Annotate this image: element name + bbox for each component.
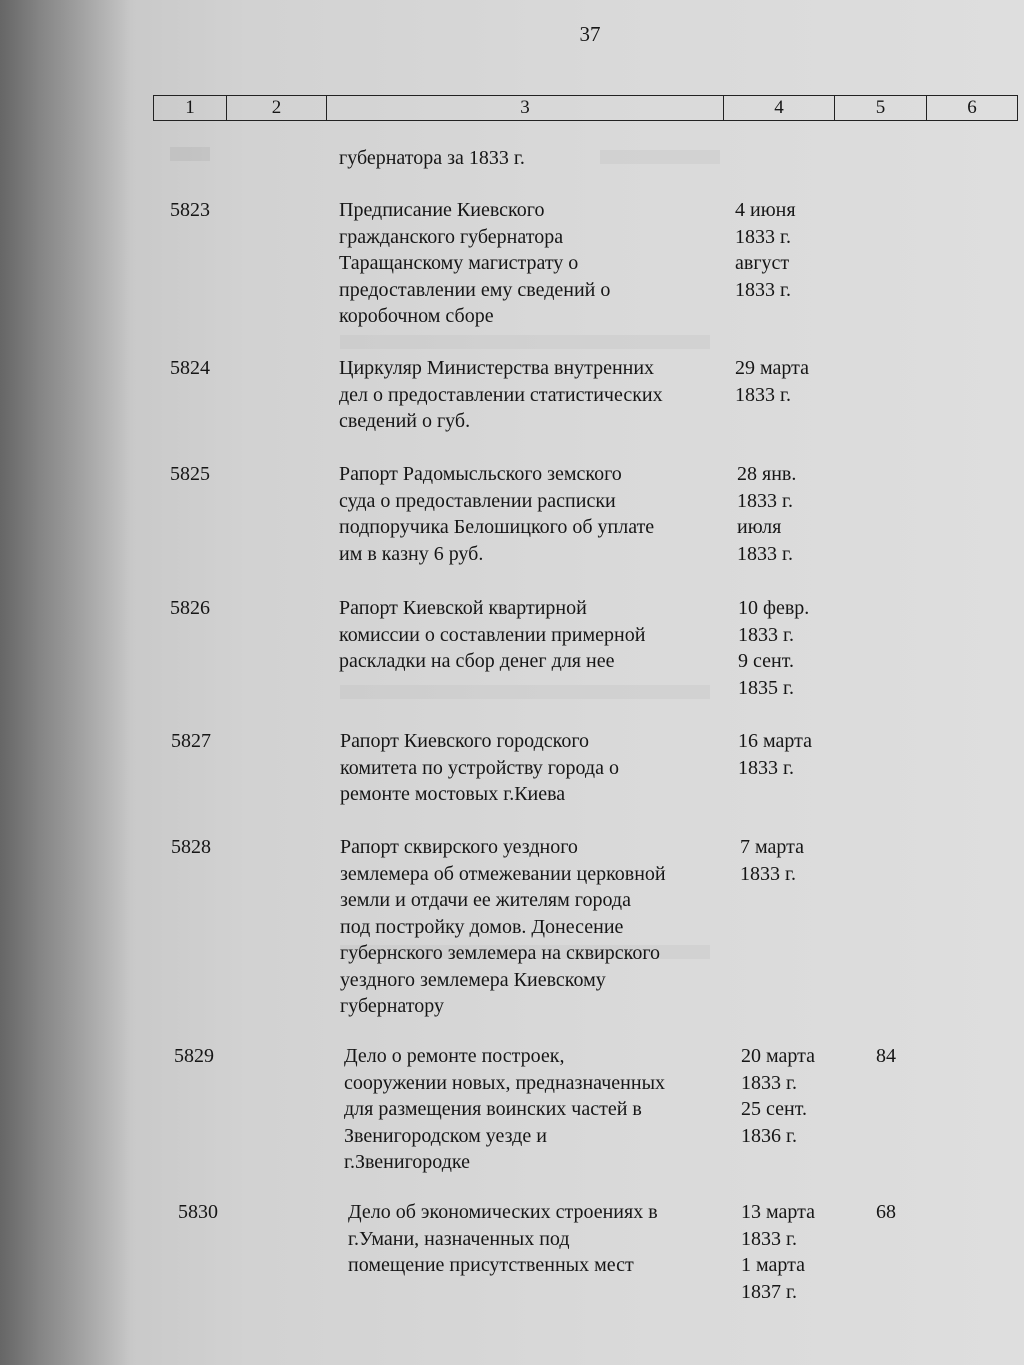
title-line: землемера об отмежевании церковной bbox=[340, 862, 666, 885]
date-line: 1833 г. bbox=[738, 623, 794, 646]
title-line: Дело о ремонте построек, bbox=[344, 1045, 565, 1067]
title-line: предоставлении ему сведений о bbox=[339, 278, 611, 301]
date-line: 1833 г. bbox=[737, 542, 793, 565]
entry-title bbox=[339, 595, 734, 675]
title-line: Таращанскому магистрату о bbox=[339, 252, 579, 274]
title-line: помещение присутственных мест bbox=[348, 1254, 634, 1276]
date-line: 1833 г. bbox=[741, 1227, 797, 1250]
entry-sheet-count: 68 bbox=[876, 1201, 896, 1223]
entry-title bbox=[340, 834, 735, 1020]
entry-number: 5829 bbox=[174, 1045, 214, 1067]
title-line: г.Умани, назначенных под bbox=[348, 1227, 570, 1250]
date-line: 29 марта bbox=[735, 357, 809, 379]
entry-dates bbox=[740, 834, 850, 887]
entry-title bbox=[348, 1199, 743, 1279]
column-header-2: 2 bbox=[227, 96, 327, 120]
entry-sheet-count: 84 bbox=[876, 1045, 896, 1067]
title-line: Рапорт Киевского городского bbox=[340, 730, 590, 752]
date-line: 1833 г. bbox=[738, 756, 794, 779]
title-line: земли и отдачи ее жителям города bbox=[340, 889, 631, 911]
entry-dates bbox=[735, 355, 845, 408]
column-header-6: 6 bbox=[967, 97, 977, 118]
title-line: раскладки на сбор денег для нее bbox=[339, 650, 615, 672]
date-line: 1833 г. bbox=[735, 225, 791, 248]
page-number: 37 bbox=[579, 22, 601, 46]
date-line: 13 марта bbox=[741, 1201, 815, 1223]
entry-number: 5824 bbox=[170, 357, 210, 379]
entry-dates bbox=[737, 461, 847, 567]
title-line: подпоручика Белошицкого об уплате bbox=[339, 516, 655, 538]
column-header-row bbox=[153, 95, 1018, 121]
column-header-1: 1 bbox=[154, 96, 227, 120]
entry-number: 5830 bbox=[178, 1201, 218, 1223]
entry-title bbox=[339, 461, 734, 567]
date-line: 1837 г. bbox=[741, 1280, 797, 1303]
title-line: комиссии о составлении примерной bbox=[339, 623, 646, 646]
date-line: 1833 г. bbox=[737, 489, 793, 512]
date-line: 1 марта bbox=[741, 1254, 805, 1276]
title-line: сведений о губ. bbox=[339, 410, 471, 432]
entry-title bbox=[339, 197, 734, 330]
entry-title bbox=[344, 1043, 739, 1176]
entry-title bbox=[339, 355, 734, 435]
column-header-5: 5 bbox=[835, 96, 927, 120]
title-line: коробочном сборе bbox=[339, 305, 494, 327]
date-line: июля bbox=[737, 516, 782, 538]
title-line: Рапорт Радомысльского земского bbox=[339, 463, 622, 485]
date-line: 28 янв. bbox=[737, 463, 797, 485]
title-line: Звенигородском уезде и bbox=[344, 1124, 547, 1147]
entry-dates bbox=[741, 1043, 851, 1149]
title-line: дел о предоставлении статистических bbox=[339, 383, 663, 406]
entry-number: 5823 bbox=[170, 199, 210, 221]
entry-dates bbox=[741, 1199, 851, 1305]
entry-dates bbox=[738, 595, 848, 701]
entry-title bbox=[339, 145, 734, 172]
title-line: сооружении новых, предназначенных bbox=[344, 1071, 666, 1094]
date-line: 7 марта bbox=[740, 836, 804, 858]
entry-title bbox=[340, 728, 735, 808]
entry-number: 5825 bbox=[170, 463, 210, 485]
title-line: комитета по устройству города о bbox=[340, 756, 619, 779]
title-line: гражданского губернатора bbox=[339, 225, 564, 248]
date-line: 20 марта bbox=[741, 1045, 815, 1067]
date-line: 1833 г. bbox=[741, 1071, 797, 1094]
column-header-3: 3 bbox=[327, 96, 724, 120]
title-line: Циркуляр Министерства внутренних bbox=[339, 357, 655, 379]
title-line: г.Звенигородке bbox=[344, 1151, 470, 1173]
title-line: суда о предоставлении расписки bbox=[339, 489, 616, 512]
title-line: Рапорт сквирского уездного bbox=[340, 836, 578, 858]
title-line: Рапорт Киевской квартирной bbox=[339, 597, 587, 619]
date-line: 1835 г. bbox=[738, 676, 794, 699]
date-line: 4 июня bbox=[735, 199, 796, 221]
title-line: ремонте мостовых г.Киева bbox=[340, 783, 566, 805]
date-line: 16 марта bbox=[738, 730, 812, 752]
title-line: губернатора за 1833 г. bbox=[339, 147, 525, 169]
entry-number: 5826 bbox=[170, 597, 210, 619]
date-line: 1836 г. bbox=[741, 1124, 797, 1147]
title-line: им в казну 6 руб. bbox=[339, 542, 484, 565]
entry-number: 5828 bbox=[171, 836, 211, 858]
date-line: 1833 г. bbox=[735, 278, 791, 301]
title-line: под постройку домов. Донесение bbox=[340, 915, 624, 938]
title-line: губернатору bbox=[340, 995, 445, 1017]
entry-dates bbox=[735, 197, 845, 303]
date-line: август bbox=[735, 252, 790, 274]
title-line: для размещения воинских частей в bbox=[344, 1098, 642, 1120]
date-line: 9 сент. bbox=[738, 650, 794, 672]
column-header-4: 4 bbox=[724, 96, 835, 120]
entry-number: 5827 bbox=[171, 730, 211, 752]
entry-dates bbox=[738, 728, 848, 781]
previous-page-edge bbox=[0, 0, 135, 1365]
date-line: 1833 г. bbox=[735, 383, 791, 406]
date-line: 10 февр. bbox=[738, 597, 810, 619]
date-line: 1833 г. bbox=[740, 862, 796, 885]
title-line: Дело об экономических строениях в bbox=[348, 1201, 658, 1223]
date-line: 25 сент. bbox=[741, 1098, 807, 1120]
title-line: губернского землемера на сквирского bbox=[340, 942, 661, 964]
title-line: уездного землемера Киевскому bbox=[340, 968, 606, 991]
title-line: Предписание Киевского bbox=[339, 199, 545, 221]
